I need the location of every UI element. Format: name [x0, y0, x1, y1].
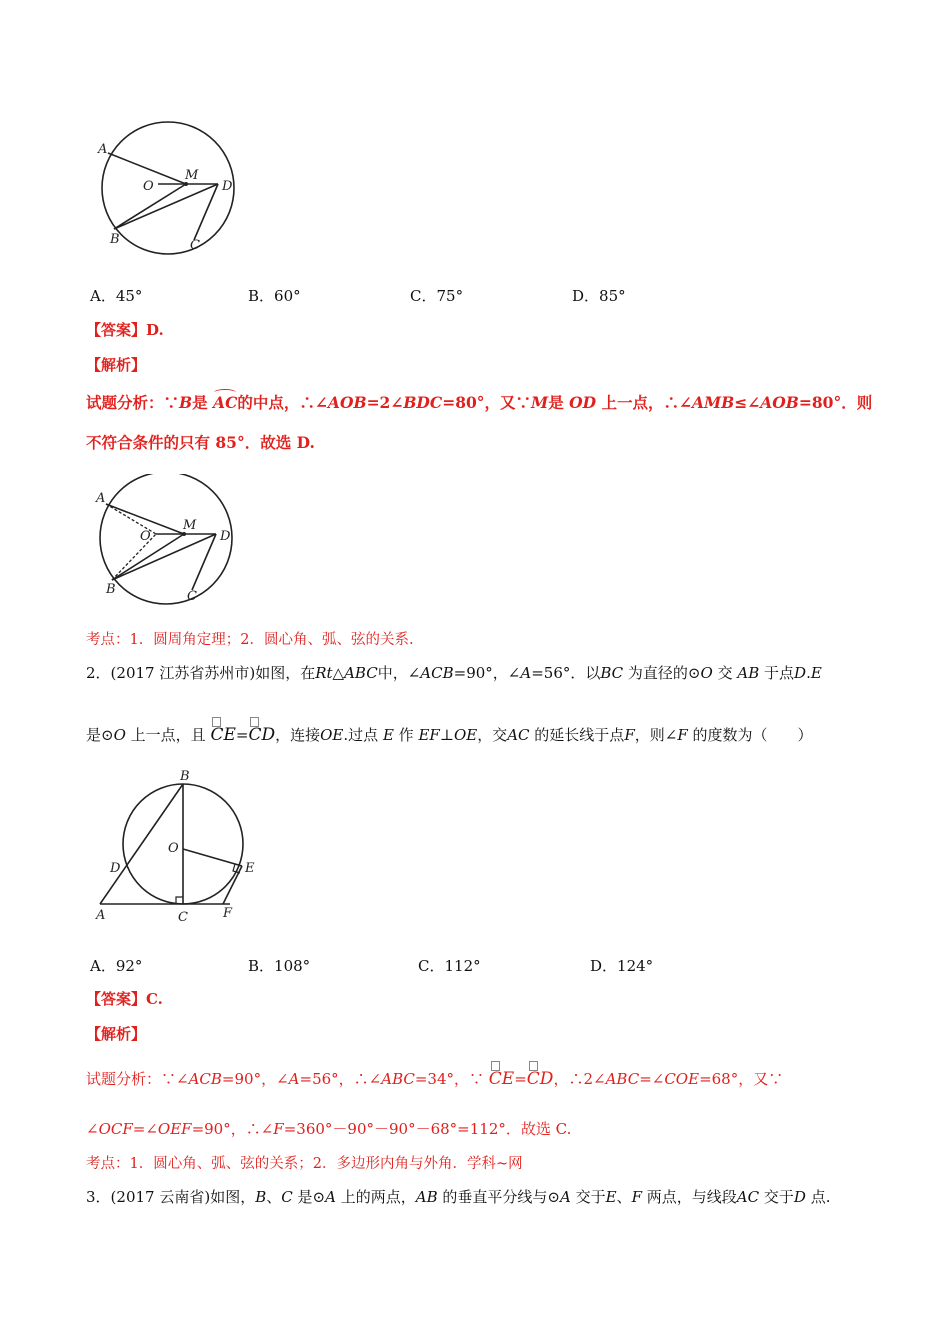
q1-option-a: A．45°	[90, 287, 143, 305]
fig1-label-b: B	[110, 232, 120, 247]
fig3-label-d: D	[110, 861, 121, 876]
fig2-label-o: O	[140, 529, 151, 544]
q1-option-c: C．75°	[410, 287, 464, 305]
arc-ce-2: CE	[489, 1069, 514, 1089]
q2-analysis-label: 【解析】	[86, 1025, 147, 1043]
fig2-label-a: A	[96, 491, 106, 506]
q2-line1: 2．(2017 江苏省苏州市)如图，在Rt△ABC中，∠ACB=90°，∠A=56°．以BC 为直径的⊙O 交 AB 于点D.E	[86, 664, 822, 682]
q1-option-d: D．85°	[572, 287, 626, 305]
fig1-label-o: O	[143, 179, 154, 194]
fig2-label-d: D	[220, 529, 231, 544]
fig3-label-o: O	[168, 841, 179, 856]
q1-analysis-line2: 不符合条件的只有 85°．故选 D.	[86, 433, 315, 452]
q2-analysis-line1: 试题分析：∵∠ACB=90°，∠A=56°，∴∠ABC=34°，∵ CE= CD，∴2∠ABC=∠COE=68°，又∵	[86, 1068, 783, 1089]
arc-ce: CE	[210, 725, 235, 745]
q2-answer: 【答案】C.	[86, 990, 163, 1008]
fig1-label-d: D	[222, 179, 233, 194]
fig2-label-m: M	[183, 518, 197, 533]
fig3-label-a: A	[96, 908, 106, 923]
fig3-label-f: F	[223, 906, 233, 921]
fig3-label-e: E	[245, 861, 255, 876]
q2-kaodian: 考点：1．圆心角、弧、弦的关系；2．多边形内角与外角．学科~网	[86, 1156, 523, 1172]
q2-option-d: D．124°	[590, 957, 654, 975]
q1-analysis-label: 【解析】	[86, 356, 147, 374]
fig1-label-m: M	[185, 168, 199, 183]
fig2-label-b: B	[106, 582, 116, 597]
figure-circle-1	[90, 120, 250, 260]
q1-analysis-line1: 试题分析：∵B是 AC的中点，∴∠AOB=2∠BDC=80°，又∵M是 OD 上一点，∴∠AMB≤∠AOB=80°．则	[86, 393, 873, 412]
fig3-label-b: B	[180, 769, 190, 784]
q1-answer: 【答案】D.	[86, 321, 164, 339]
q1-kaodian: 考点：1．圆周角定理；2．圆心角、弧、弦的关系.	[86, 632, 414, 648]
arc-cd: CD	[248, 725, 275, 745]
q3-line1: 3．(2017 云南省)如图，B、C 是⊙A 上的两点，AB 的垂直平分线与⊙A 交于E、F 两点，与线段AC 交于D 点.	[86, 1188, 831, 1206]
figure-circle-2	[88, 474, 248, 614]
fig3-label-c: C	[178, 910, 188, 925]
q1-option-b: B．60°	[248, 287, 301, 305]
fig1-label-c: C	[190, 238, 200, 253]
q2-analysis-line2: ∠OCF=∠OEF=90°，∴∠F=360°－90°－90°－68°=112°．故选 C.	[86, 1120, 572, 1138]
q2-option-b: B．108°	[248, 957, 311, 975]
q2-option-a: A．92°	[90, 957, 143, 975]
arc-ac: AC	[213, 393, 238, 412]
q2-option-c: C．112°	[418, 957, 481, 975]
figure-triangle-circle	[90, 766, 270, 928]
fig1-label-a: A	[98, 142, 108, 157]
fig2-label-c: C	[187, 589, 197, 604]
q2-line2: 是⊙O 上一点，且 CE= CD，连接OE.过点 E 作 EF⊥OE，交AC 的延长线于点F，则∠F 的度数为（ ）	[86, 724, 813, 745]
arc-cd-2: CD	[527, 1069, 554, 1089]
